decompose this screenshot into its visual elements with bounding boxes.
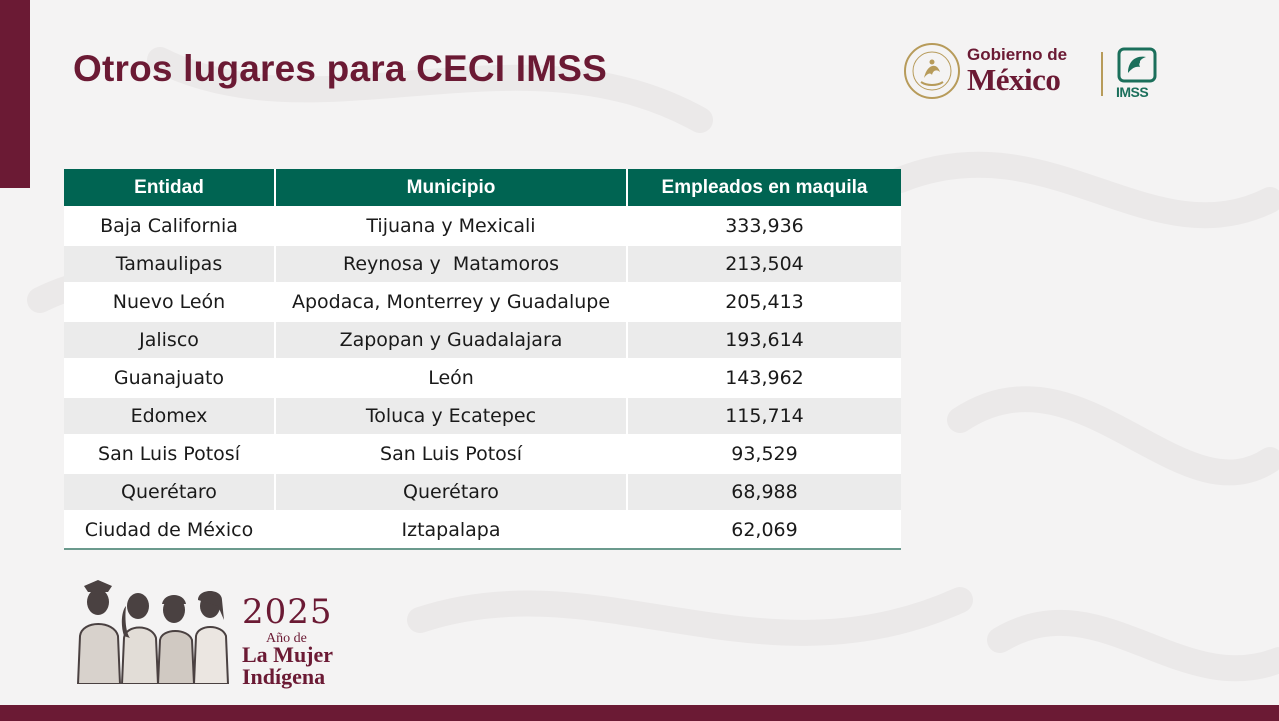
cell-empleados: 193,614 xyxy=(627,321,901,359)
header-empleados: Empleados en maquila xyxy=(627,169,901,207)
cell-entidad: Guanajuato xyxy=(64,359,275,397)
table-row xyxy=(64,473,901,511)
cell-municipio: Iztapalapa xyxy=(275,511,627,549)
page-title: Otros lugares para CECI IMSS xyxy=(73,48,608,89)
imss-eagle-icon xyxy=(1116,47,1158,83)
cell-entidad: Baja California xyxy=(64,207,275,245)
year-number: 2025 xyxy=(242,592,333,632)
table-row xyxy=(64,397,901,435)
maquila-employment-table xyxy=(64,169,901,550)
mexico-text: México xyxy=(967,62,1061,97)
cell-entidad: Nuevo León xyxy=(64,283,275,321)
left-accent-bar xyxy=(0,0,30,188)
cell-municipio: Apodaca, Monterrey y Guadalupe xyxy=(275,283,627,321)
table-row xyxy=(64,283,901,321)
cell-entidad: San Luis Potosí xyxy=(64,435,275,473)
table-row xyxy=(64,245,901,283)
cell-municipio: Tijuana y Mexicali xyxy=(275,207,627,245)
table-row xyxy=(64,321,901,359)
table-row xyxy=(64,435,901,473)
cell-empleados: 62,069 xyxy=(627,511,901,549)
header-entidad: Entidad xyxy=(64,169,275,207)
cell-municipio: Reynosa y Matamoros xyxy=(275,245,627,283)
bottom-accent-bar xyxy=(0,705,1279,721)
table-header-row xyxy=(64,169,901,207)
indigenous-women-illustration xyxy=(70,576,235,684)
cell-empleados: 213,504 xyxy=(627,245,901,283)
cell-empleados: 143,962 xyxy=(627,359,901,397)
cell-municipio: León xyxy=(275,359,627,397)
la-mujer-text: La Mujer xyxy=(242,642,334,667)
cell-entidad: Jalisco xyxy=(64,321,275,359)
cell-municipio: Querétaro xyxy=(275,473,627,511)
cell-empleados: 68,988 xyxy=(627,473,901,511)
cell-municipio: Zapopan y Guadalajara xyxy=(275,321,627,359)
cell-municipio: San Luis Potosí xyxy=(275,435,627,473)
ano-de-text: Año de xyxy=(266,631,307,646)
gobierno-de-text: Gobierno de xyxy=(967,45,1068,64)
cell-entidad: Tamaulipas xyxy=(64,245,275,283)
gobierno-de-mexico-logo xyxy=(903,42,1163,102)
cell-entidad: Ciudad de México xyxy=(64,511,275,549)
cell-empleados: 115,714 xyxy=(627,397,901,435)
logo-divider xyxy=(1101,52,1103,96)
table-row xyxy=(64,207,901,245)
header-municipio: Municipio xyxy=(275,169,627,207)
national-seal-icon xyxy=(903,42,961,100)
table-row xyxy=(64,359,901,397)
cell-empleados: 333,936 xyxy=(627,207,901,245)
table-row xyxy=(64,511,901,549)
cell-empleados: 93,529 xyxy=(627,435,901,473)
ano-mujer-indigena-badge xyxy=(70,576,350,689)
cell-entidad: Edomex xyxy=(64,397,275,435)
indigena-text: Indígena xyxy=(242,664,326,689)
cell-empleados: 205,413 xyxy=(627,283,901,321)
imss-text: IMSS xyxy=(1116,84,1149,100)
cell-entidad: Querétaro xyxy=(64,473,275,511)
cell-municipio: Toluca y Ecatepec xyxy=(275,397,627,435)
